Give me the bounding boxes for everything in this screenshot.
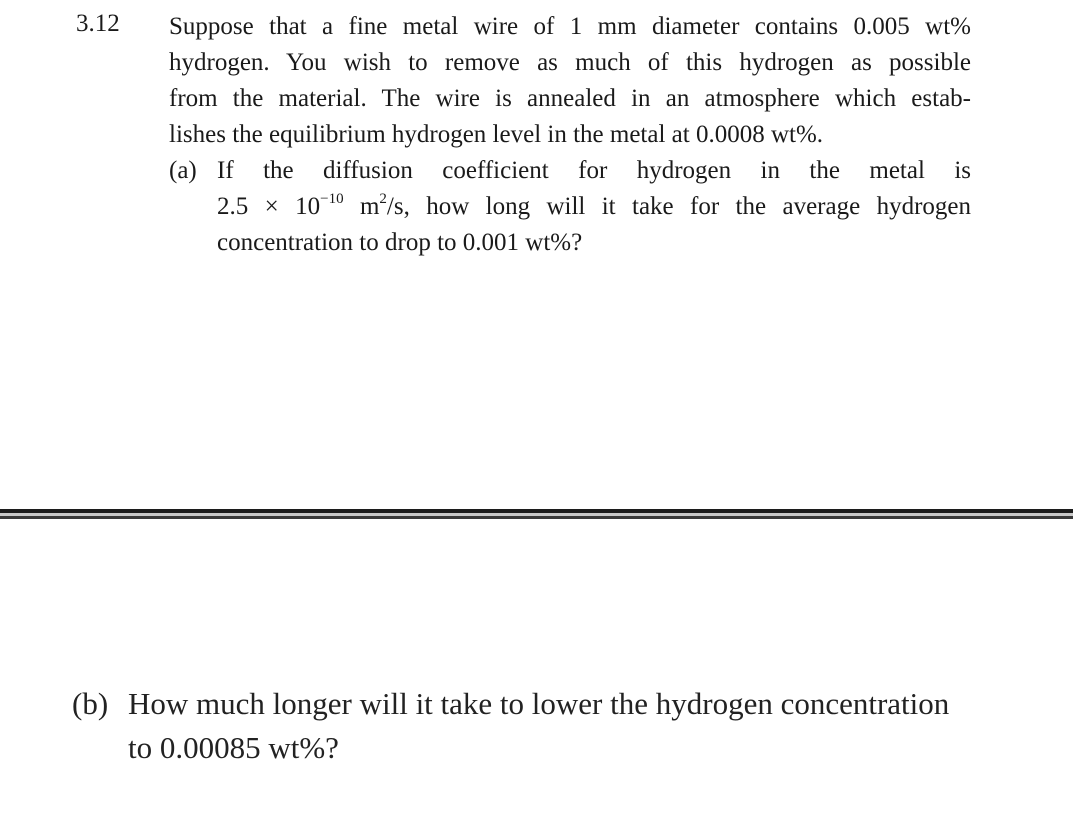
part-a-line-2	[217, 190, 971, 226]
part-b-label: (b)	[72, 686, 109, 721]
coef-rest: /s, how long will it take for the average hydrogen	[386, 193, 971, 220]
part-a	[169, 154, 971, 262]
problem-line-1: Suppose that a fine metal wire of 1 mm diameter contains 0.005 wt%	[169, 13, 971, 40]
problem-line-3: from the material. The wire is annealed in an atmosphere which estab-	[169, 85, 971, 112]
problem-line-4: lishes the equilibrium hydrogen level in the metal at 0.0008 wt%.	[169, 121, 824, 148]
problem-number: 3.12	[76, 10, 120, 37]
diffusion-coefficient	[217, 190, 387, 220]
problem-line-2: hydrogen. You wish to remove as much of this hydrogen as possible	[169, 49, 971, 76]
problem-statement	[169, 10, 971, 262]
section-divider	[0, 509, 1073, 520]
part-b	[72, 682, 1002, 770]
coef-exponent: −10	[320, 190, 344, 207]
part-b-line-2: to 0.00085 wt%?	[128, 730, 339, 765]
part-a-line-3: concentration to drop to 0.001 wt%?	[217, 229, 583, 256]
unit-base: m	[343, 193, 380, 220]
unit-exponent: 2	[379, 190, 387, 207]
part-a-label: (a)	[169, 157, 197, 184]
part-a-line-1: If the diffusion coefficient for hydrogen in the metal is	[217, 157, 971, 184]
part-b-line-1: How much longer will it take to lower the hydrogen concentration	[128, 686, 950, 721]
coef-mantissa: 2.5 × 10	[217, 193, 321, 220]
divider-thin-line	[0, 516, 1073, 519]
